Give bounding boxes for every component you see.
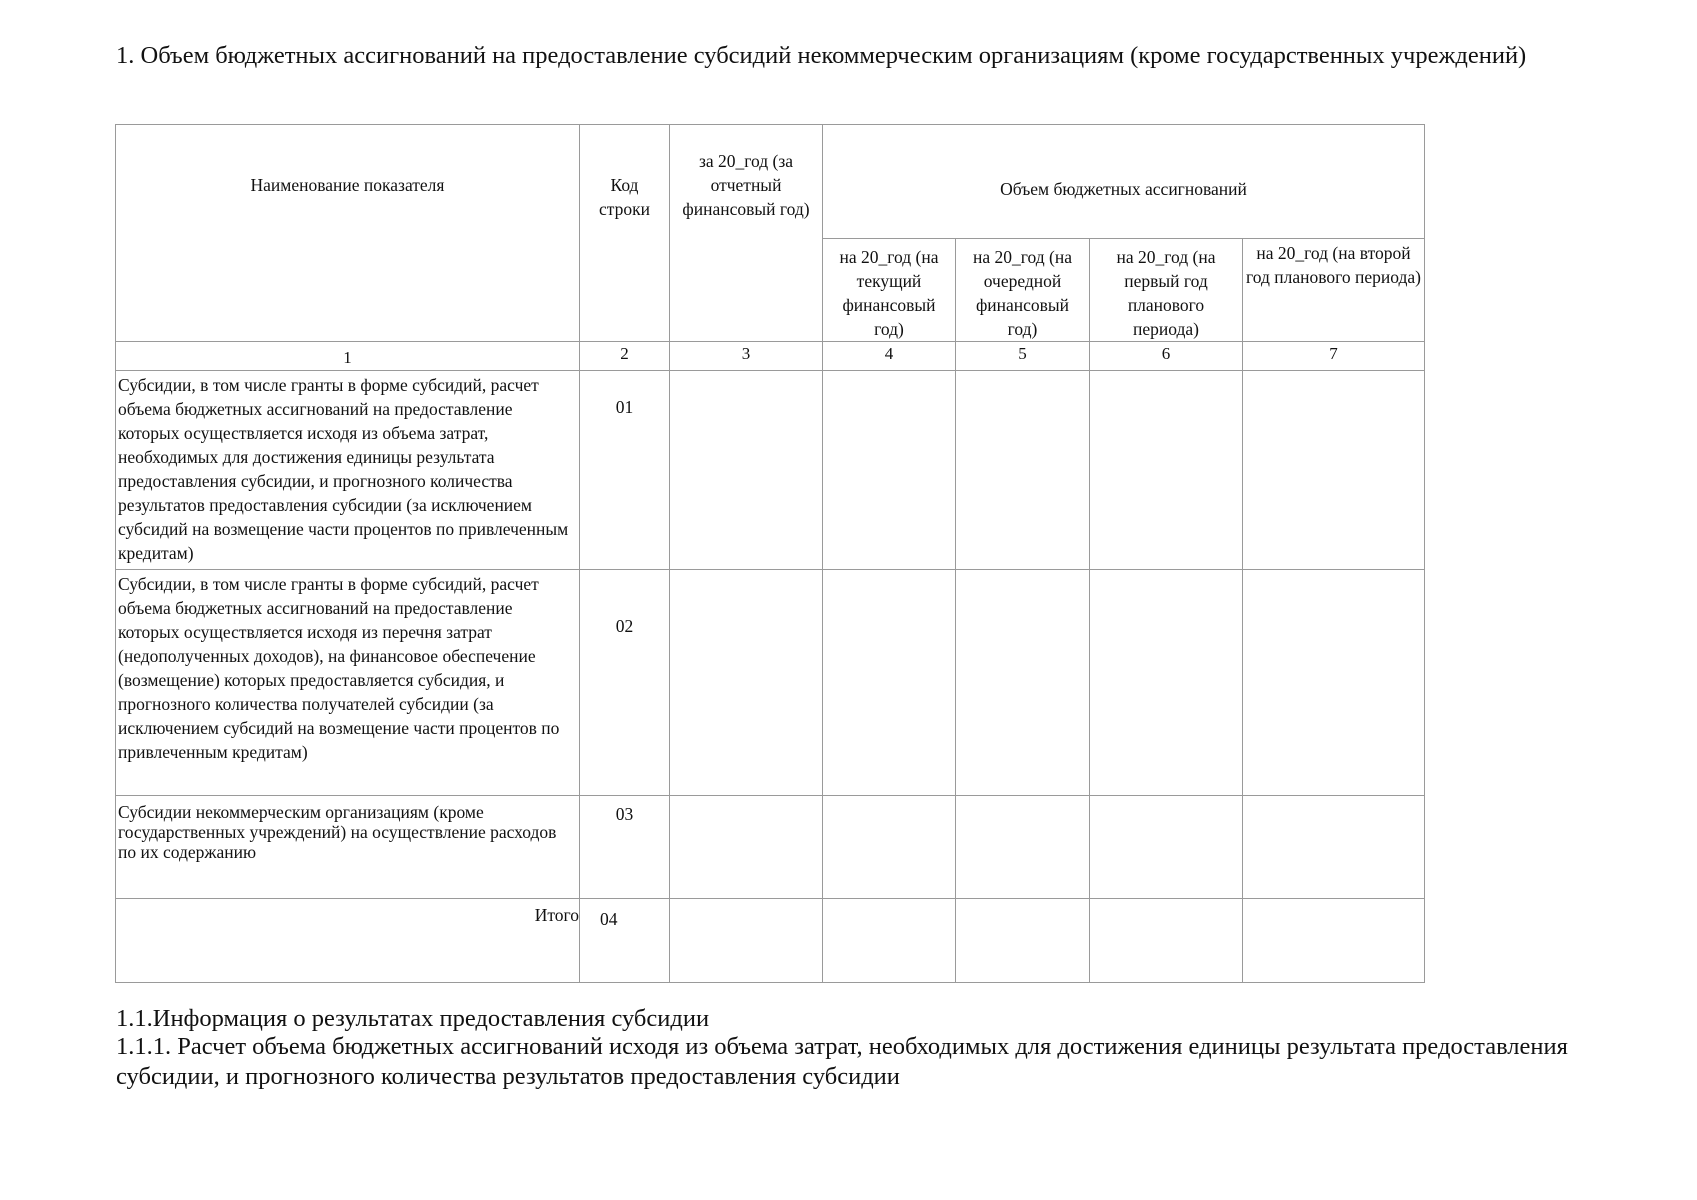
column-number-row xyxy=(116,342,1425,371)
value-cell[interactable] xyxy=(956,371,1090,570)
header-sub-5: на 20_год (на очередной финансовый год) xyxy=(973,247,1072,339)
header-sub-4: на 20_год (на текущий финансовый год) xyxy=(839,247,939,339)
column-number-6: 6 xyxy=(1090,342,1243,371)
value-cell[interactable] xyxy=(823,899,956,983)
header-sub-cell-4 xyxy=(823,239,956,342)
row-code-04: 04 xyxy=(580,899,670,983)
header-code-cell xyxy=(580,125,670,342)
header-row-top xyxy=(116,125,1425,239)
value-cell[interactable] xyxy=(670,371,823,570)
header-sub-6: на 20_год (на первый год планового периода) xyxy=(1116,247,1216,339)
column-number-2: 2 xyxy=(580,342,670,371)
row-code-01: 01 xyxy=(580,371,670,570)
table-row xyxy=(116,796,1425,899)
page-title: 1. Объем бюджетных ассигнований на предоставление субсидий некоммерческим организациям (кроме государственных учреждений) xyxy=(116,42,1527,69)
value-cell[interactable] xyxy=(823,371,956,570)
header-sub-cell-5 xyxy=(956,239,1090,342)
header-name-cell xyxy=(116,125,580,342)
value-cell[interactable] xyxy=(1090,796,1243,899)
header-code: Код строки xyxy=(599,175,650,219)
header-sub-7: на 20_год (на второй год планового периода) xyxy=(1246,243,1421,287)
value-cell[interactable] xyxy=(823,570,956,796)
value-cell[interactable] xyxy=(670,899,823,983)
value-cell[interactable] xyxy=(1243,570,1425,796)
header-group-cell xyxy=(823,125,1425,239)
value-cell[interactable] xyxy=(670,796,823,899)
column-number-4: 4 xyxy=(823,342,956,371)
header-group: Объем бюджетных ассигнований xyxy=(1000,179,1247,199)
section-heading-1-1: 1.1.Информация о результатах предоставления субсидии xyxy=(116,1005,710,1032)
table-row xyxy=(116,570,1425,796)
total-row xyxy=(116,899,1425,983)
value-cell[interactable] xyxy=(1090,899,1243,983)
row-name-02: Субсидии, в том числе гранты в форме субсидий, расчет объема бюджетных ассигнований на предоставление которых осуществляется исходя из перечня затрат (недополученных доходов), на финансовое обеспечение (возмещение) которых предоставляется субсидия, и прогнозного количества получателей субсидии (за исключением субсидий на возмещение части процентов по привлеченным кредитам) xyxy=(116,570,580,796)
value-cell[interactable] xyxy=(956,899,1090,983)
row-code-03: 03 xyxy=(580,796,670,899)
header-sub-cell-6 xyxy=(1090,239,1243,342)
value-cell[interactable] xyxy=(1243,796,1425,899)
row-code-02: 02 xyxy=(580,570,670,796)
column-number-3: 3 xyxy=(670,342,823,371)
header-name: Наименование показателя xyxy=(250,175,445,195)
value-cell[interactable] xyxy=(956,796,1090,899)
header-prev-year-cell xyxy=(670,125,823,342)
column-number-1: 1 xyxy=(116,342,580,371)
value-cell[interactable] xyxy=(956,570,1090,796)
row-name-03: Субсидии некоммерческим организациям (кроме государственных учреждений) на осуществление расходов по их содержанию xyxy=(116,796,580,899)
column-number-5: 5 xyxy=(956,342,1090,371)
row-name-total: Итого xyxy=(116,899,580,983)
column-number-7: 7 xyxy=(1243,342,1425,371)
header-sub-cell-7 xyxy=(1243,239,1425,342)
section-heading-1-1-1: 1.1.1. Расчет объема бюджетных ассигнований исходя из объема затрат, необходимых для достижения единицы результата предоставления субсидии, и прогнозного количества результатов предоставления субсидии xyxy=(116,1033,1568,1090)
value-cell[interactable] xyxy=(1243,899,1425,983)
row-name-01: Субсидии, в том числе гранты в форме субсидий, расчет объема бюджетных ассигнований на предоставление которых осуществляется исходя из объема затрат, необходимых для достижения единицы результата предоставления субсидии, и прогнозного количества результатов предоставления субсидии (за исключением субсидий на возмещение части процентов по привлеченным кредитам) xyxy=(116,371,580,570)
value-cell[interactable] xyxy=(1243,371,1425,570)
value-cell[interactable] xyxy=(823,796,956,899)
value-cell[interactable] xyxy=(670,570,823,796)
table-row xyxy=(116,371,1425,570)
budget-allocations-table xyxy=(115,124,1425,983)
value-cell[interactable] xyxy=(1090,371,1243,570)
value-cell[interactable] xyxy=(1090,570,1243,796)
header-prev-year: за 20_год (за отчетный финансовый год) xyxy=(682,151,810,219)
